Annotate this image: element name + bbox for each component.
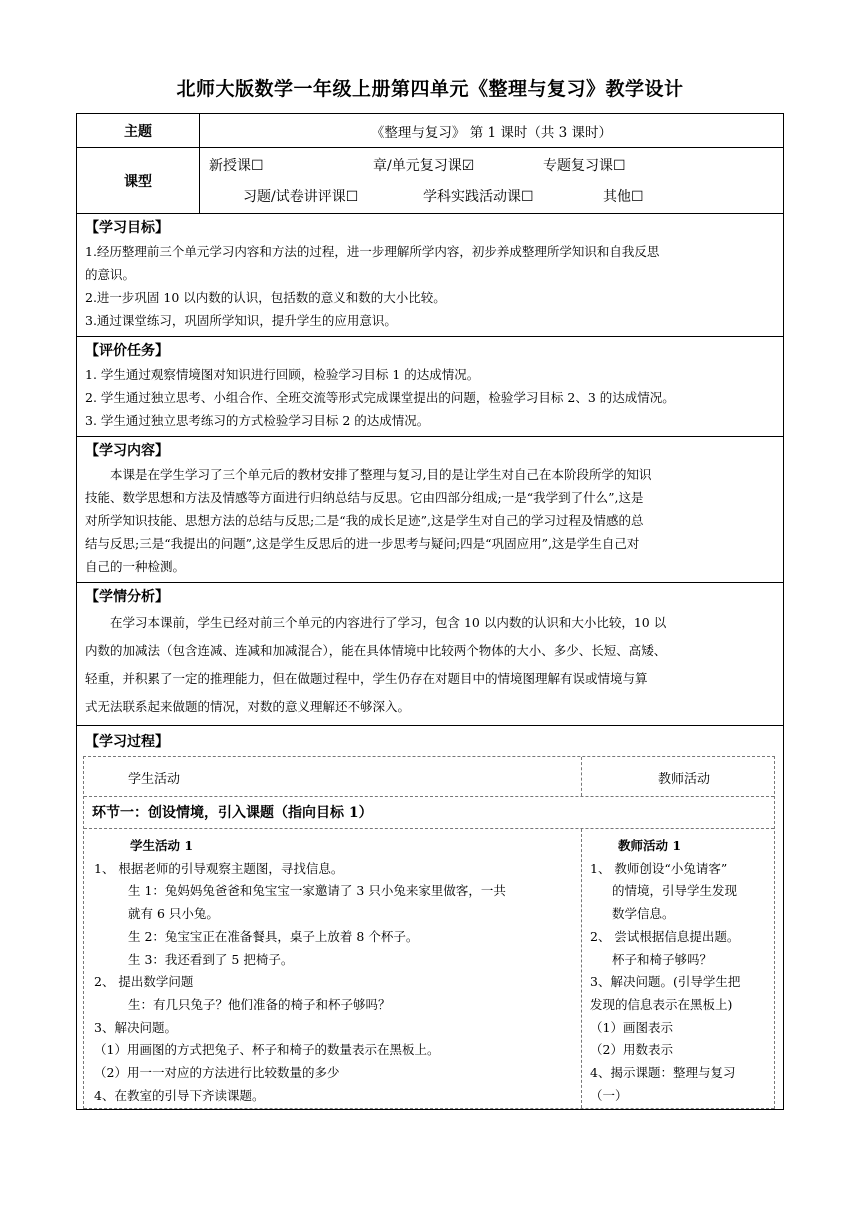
student-activity-line: 就有 6 只小兔。	[128, 906, 219, 922]
evaluation-line: 2. 学生通过独立思考、小组合作、全班交流等形式完成课堂提出的问题，检验学习目标 2、3 的达成情况。	[85, 390, 675, 405]
student-activity-line: 1、 根据老师的引导观察主题图，寻找信息。	[94, 860, 344, 876]
analysis-line: 轻重，并积累了一定的推理能力，但在做题过程中，学生仍存在对题目中的情境图理解有误或情境与算	[85, 671, 648, 686]
lesson-type-option-practice[interactable]: 学科实践活动课☐	[423, 189, 534, 205]
student-activity-line: 3、解决问题。	[94, 1019, 177, 1035]
teacher-activity-line: 3、解决问题。(引导学生把	[590, 974, 741, 990]
teacher-activity-column	[582, 829, 774, 1107]
stage-1-content-row	[84, 829, 774, 1109]
topic-label: 主题	[77, 114, 200, 147]
student-activity-line: （2）用一一对应的方法进行比较数量的多少	[94, 1065, 340, 1081]
teacher-activity-title: 教师活动 1	[618, 838, 682, 853]
content-line: 对所学知识技能、思想方法的总结与反思;二是“我的成长足迹”,这是学生对自己的学习过程及情感的总	[85, 513, 644, 528]
teacher-activity-line: 2、 尝试根据信息提出题。	[590, 928, 740, 944]
analysis-section	[77, 583, 783, 726]
teacher-activity-header: 教师活动	[658, 772, 711, 787]
student-activity-line: 生 2：兔宝宝正在准备餐具，桌子上放着 8 个杯子。	[128, 928, 419, 944]
content-line: 自己的一种检测。	[85, 559, 186, 574]
analysis-line: 式无法联系起来做题的情况，对数的意义理解还不够深入。	[85, 699, 411, 714]
student-activity-column	[84, 829, 581, 1107]
student-activity-line: 生 3：我还看到了 5 把椅子。	[128, 951, 294, 967]
lesson-type-option-topic-review[interactable]: 专题复习课☐	[543, 158, 626, 174]
analysis-line: 在学习本课前，学生已经对前三个单元的内容进行了学习，包含 10 以内数的认识和大小比较，10 以	[110, 615, 667, 630]
analysis-heading: 【学情分析】	[85, 589, 169, 605]
content-line: 本课是在学生学习了三个单元后的教材安排了整理与复习,目的是让学生对自己在本阶段所学的知识	[110, 467, 652, 482]
teacher-activity-line: 1、 教师创设“小兔请客”	[590, 860, 728, 876]
student-activity-title: 学生活动 1	[130, 838, 194, 853]
lesson-type-option-unit-review[interactable]: 章/单元复习课☑	[373, 158, 475, 174]
teacher-activity-line: 数学信息。	[612, 906, 675, 922]
objective-line: 的意识。	[85, 267, 136, 282]
student-activity-header: 学生活动	[128, 772, 181, 787]
objectives-section	[77, 214, 783, 337]
evaluation-section	[77, 337, 783, 437]
lesson-type-option-other[interactable]: 其他☐	[603, 189, 644, 205]
lesson-plan-table	[76, 113, 784, 1110]
process-heading: 【学习过程】	[85, 734, 169, 750]
student-activity-line: 生：有几只兔子？他们准备的椅子和杯子够吗？	[128, 996, 391, 1012]
evaluation-line: 3. 学生通过独立思考练习的方式检验学习目标 2 的达成情况。	[85, 413, 430, 428]
column-divider	[581, 757, 582, 796]
teacher-activity-line: 杯子和椅子够吗？	[612, 951, 713, 967]
teacher-activity-line: （2）用数表示	[590, 1042, 673, 1058]
objective-line: 1.经历整理前三个单元学习内容和方法的过程，进一步理解所学内容，初步养成整理所学知识和自我反思	[85, 244, 660, 259]
lesson-type-option-exercise-review[interactable]: 习题/试卷讲评课☐	[243, 189, 359, 205]
student-activity-line: （1）用画图的方式把兔子、杯子和椅子的数量表示在黑板上。	[94, 1042, 440, 1058]
stage-1-heading: 环节一：创设情境，引入课题（指向目标 1）	[84, 797, 774, 829]
content-heading: 【学习内容】	[85, 443, 169, 459]
content-line: 技能、数学思想和方法及情感等方面进行归纳总结与反思。它由四部分组成;一是“我学到了什么”,这是	[85, 490, 644, 505]
teacher-activity-line: （一）	[590, 1087, 628, 1103]
student-activity-line: 生 1：兔妈妈兔爸爸和兔宝宝一家邀请了 3 只小兔来家里做客，一共	[128, 883, 506, 899]
teacher-activity-line: 发现的信息表示在黑板上)	[590, 996, 733, 1012]
student-activity-line: 2、 提出数学问题	[94, 974, 194, 990]
topic-value: 《整理与复习》 第 1 课时（共 3 课时）	[370, 124, 613, 141]
content-line: 结与反思;三是“我提出的问题”,这是学生反思后的进一步思考与疑问;四是“巩固应用”,这是学生自己对	[85, 536, 640, 551]
process-header-row	[84, 757, 774, 797]
process-table	[83, 756, 775, 1109]
document-title: 北师大版数学一年级上册第四单元《整理与复习》教学设计	[176, 78, 684, 100]
evaluation-heading: 【评价任务】	[85, 343, 169, 359]
objective-line: 2.进一步巩固 10 以内数的认识，包括数的意义和数的大小比较。	[85, 290, 446, 305]
content-section	[77, 437, 783, 583]
student-activity-line: 4、在教室的引导下齐读课题。	[94, 1087, 265, 1103]
analysis-line: 内数的加减法（包含连减、连减和加减混合），能在具体情境中比较两个物体的大小、多少、长短、高矮、	[85, 643, 667, 658]
objective-line: 3.通过课堂练习，巩固所学知识，提升学生的应用意识。	[85, 313, 397, 328]
objectives-heading: 【学习目标】	[85, 220, 169, 236]
lesson-type-option-new[interactable]: 新授课☐	[209, 158, 264, 174]
teacher-activity-line: 4、揭示课题：整理与复习	[590, 1065, 736, 1081]
process-section	[77, 726, 783, 1109]
teacher-activity-line: （1）画图表示	[590, 1019, 673, 1035]
lesson-type-row	[77, 148, 783, 214]
teacher-activity-line: 的情境，引导学生发现	[612, 883, 738, 899]
topic-row	[77, 114, 783, 148]
evaluation-line: 1. 学生通过观察情境图对知识进行回顾，检验学习目标 1 的达成情况。	[85, 367, 480, 382]
lesson-type-label: 课型	[77, 148, 200, 213]
